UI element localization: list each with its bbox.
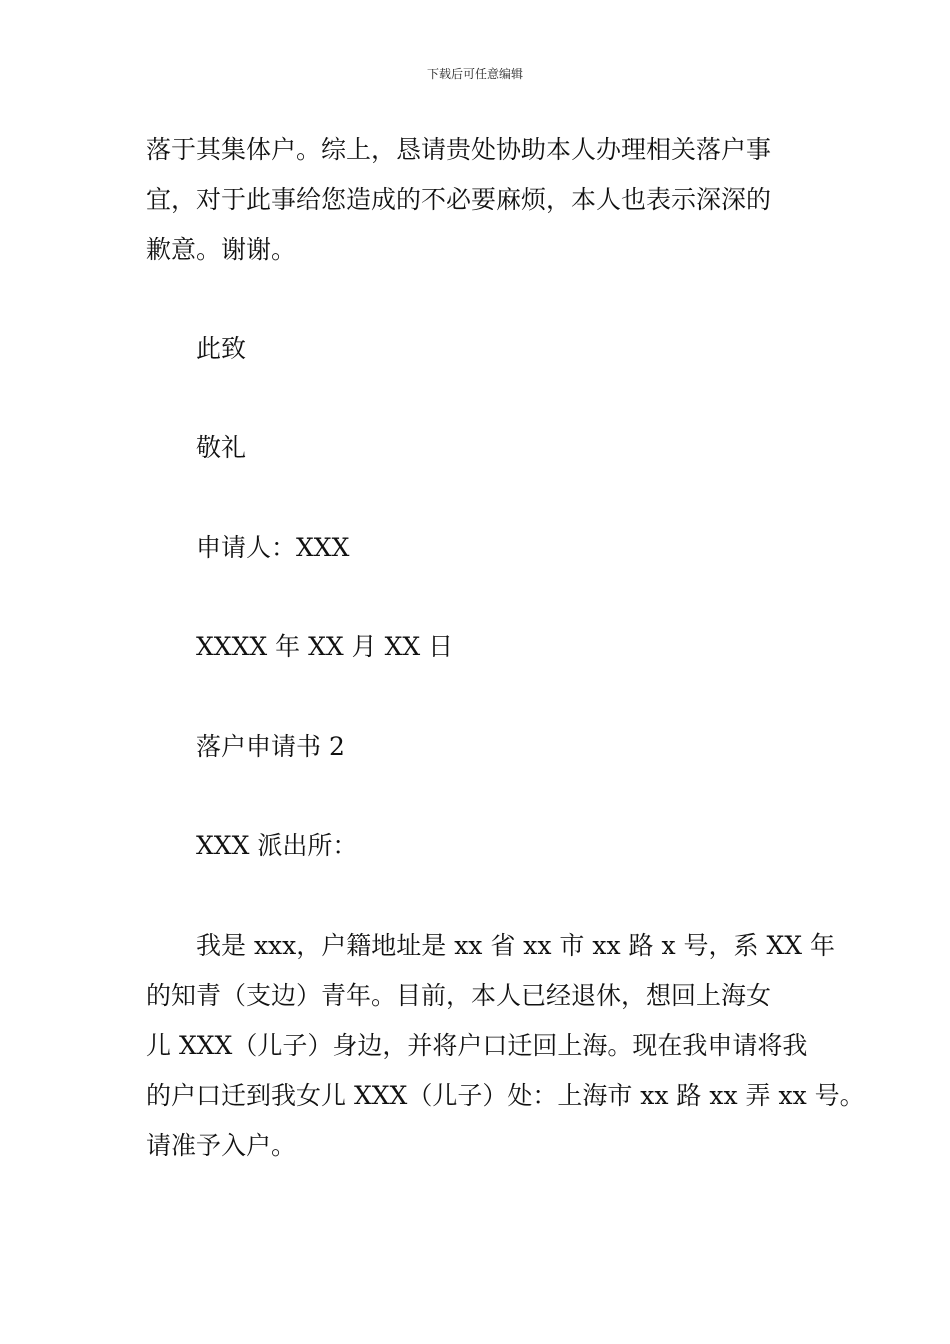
page-header: 下载后可任意编辑 (426, 67, 523, 81)
recipient-line: XXX 派出所： (196, 831, 358, 860)
applicant-line: 申请人：XXX (196, 533, 350, 562)
body-line: 我是 xxx，户籍地址是 xx 省 xx 市 xx 路 x 号，系 XX 年 (196, 931, 836, 960)
body-line: 儿 XXX（儿子）身边，并将户口迁回上海。现在我申请将我 (146, 1031, 808, 1060)
body-line: 请准予入户。 (146, 1131, 297, 1160)
date-line: XXXX 年 XX 月 XX 日 (196, 632, 454, 661)
body-line: 的户口迁到我女儿 XXX（儿子）处：上海市 xx 路 xx 弄 xx 号。 (146, 1081, 865, 1110)
salutation-jingli: 敬礼 (196, 433, 247, 462)
paragraph-line: 落于其集体户。综上，恳请贵处协助本人办理相关落户事 (146, 135, 772, 164)
body-line: 的知青（支边）青年。目前，本人已经退休，想回上海女 (146, 981, 772, 1010)
letter-title: 落户申请书 2 (196, 732, 345, 761)
salutation-cizhi: 此致 (196, 334, 247, 363)
paragraph-line: 歉意。谢谢。 (146, 235, 297, 264)
paragraph-line: 宜，对于此事给您造成的不必要麻烦，本人也表示深深的 (146, 185, 772, 214)
